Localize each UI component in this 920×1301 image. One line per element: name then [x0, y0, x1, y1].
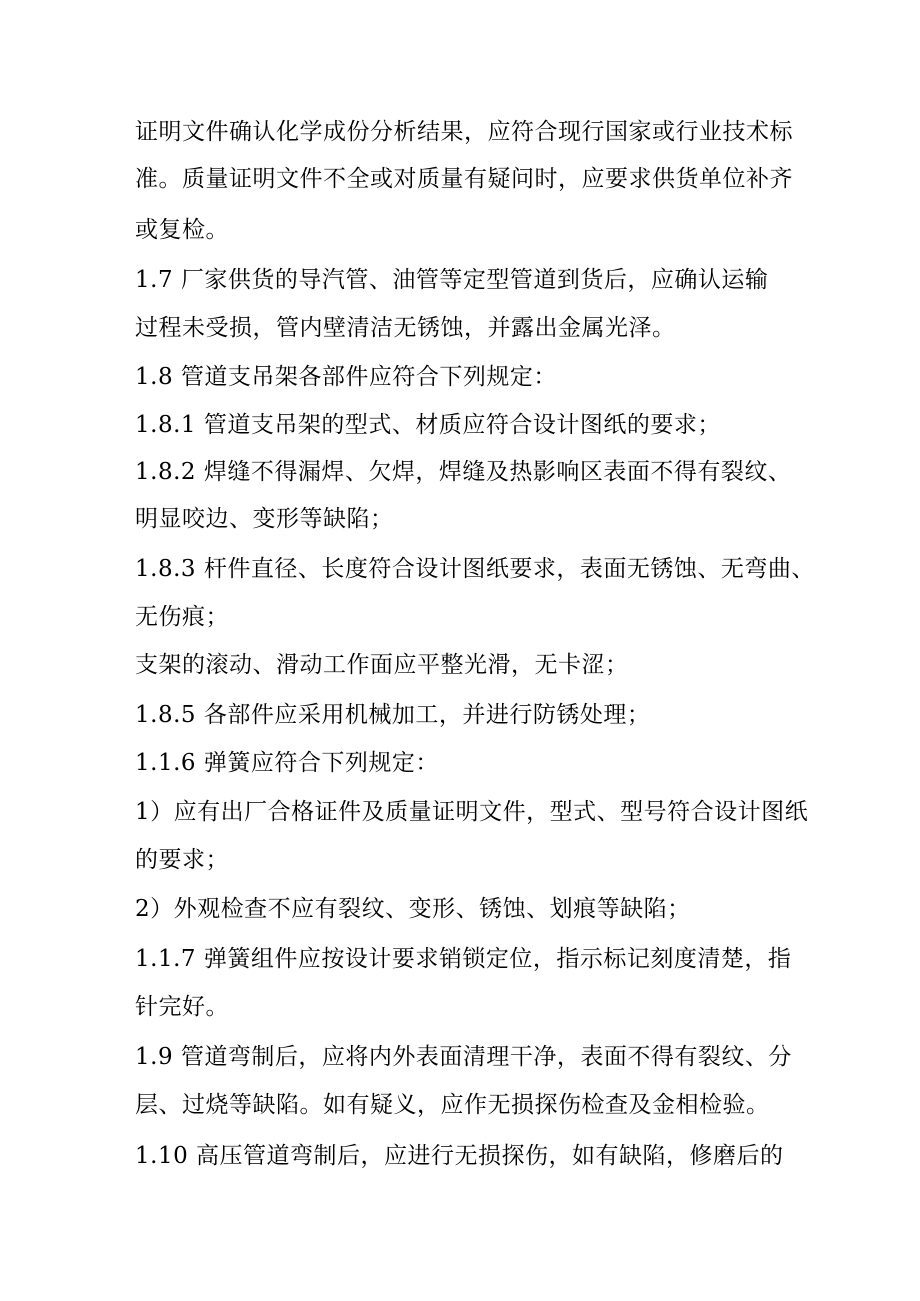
text-line: 针完好。: [135, 994, 229, 1020]
text-line: 1.8 管道支吊架各部件应符合下列规定：: [135, 364, 557, 390]
text-line: 1.1.7 弹簧组件应按设计要求销锁定位，指示标记刻度清楚，指: [135, 946, 792, 972]
text-line: 1.1.6 弹簧应符合下列规定：: [135, 750, 439, 776]
text-line: 1）应有出厂合格证件及质量证明文件，型式、型号符合设计图纸: [135, 799, 809, 825]
text-line: 证明文件确认化学成份分析结果，应符合现行国家或行业技术标: [135, 119, 793, 145]
text-line: 的要求；: [135, 847, 229, 873]
text-line: 层、过烧等缺陷。如有疑义，应作无损探伤检查及金相检验。: [135, 1092, 770, 1118]
text-line: 支架的滚动、滑动工作面应平整光滑，无卡涩；: [135, 652, 629, 678]
text-line: 1.8.1 管道支吊架的型式、材质应符合设计图纸的要求；: [135, 412, 721, 438]
text-line: 2）外观检查不应有裂纹、变形、锈蚀、划痕等缺陷；: [135, 896, 691, 922]
text-line: 1.8.5 各部件应采用机械加工，并进行防锈处理；: [135, 702, 651, 728]
text-line: 1.9 管道弯制后，应将内外表面清理干净，表面不得有裂纹、分: [135, 1044, 792, 1070]
text-line: 过程未受损，管内壁清洁无锈蚀，并露出金属光泽。: [135, 315, 676, 341]
text-line: 1.8.2 焊缝不得漏焊、欠焊，焊缝及热影响区表面不得有裂纹、: [135, 459, 792, 485]
text-line: 明显咬边、变形等缺陷；: [135, 506, 394, 532]
text-line: 1.7 厂家供货的导汽管、油管等定型管道到货后，应确认运输: [135, 267, 769, 293]
text-line: 无伤痕；: [135, 604, 229, 630]
text-line: 准。质量证明文件不全或对质量有疑问时，应要求供货单位补齐: [135, 166, 793, 192]
text-line: 1.8.3 杆件直径、长度符合设计图纸要求，表面无锈蚀、无弯曲、: [135, 556, 815, 582]
text-line: 或复检。: [135, 217, 229, 243]
text-line: 1.10 高压管道弯制后，应进行无损探伤，如有缺陷，修磨后的: [135, 1143, 784, 1169]
